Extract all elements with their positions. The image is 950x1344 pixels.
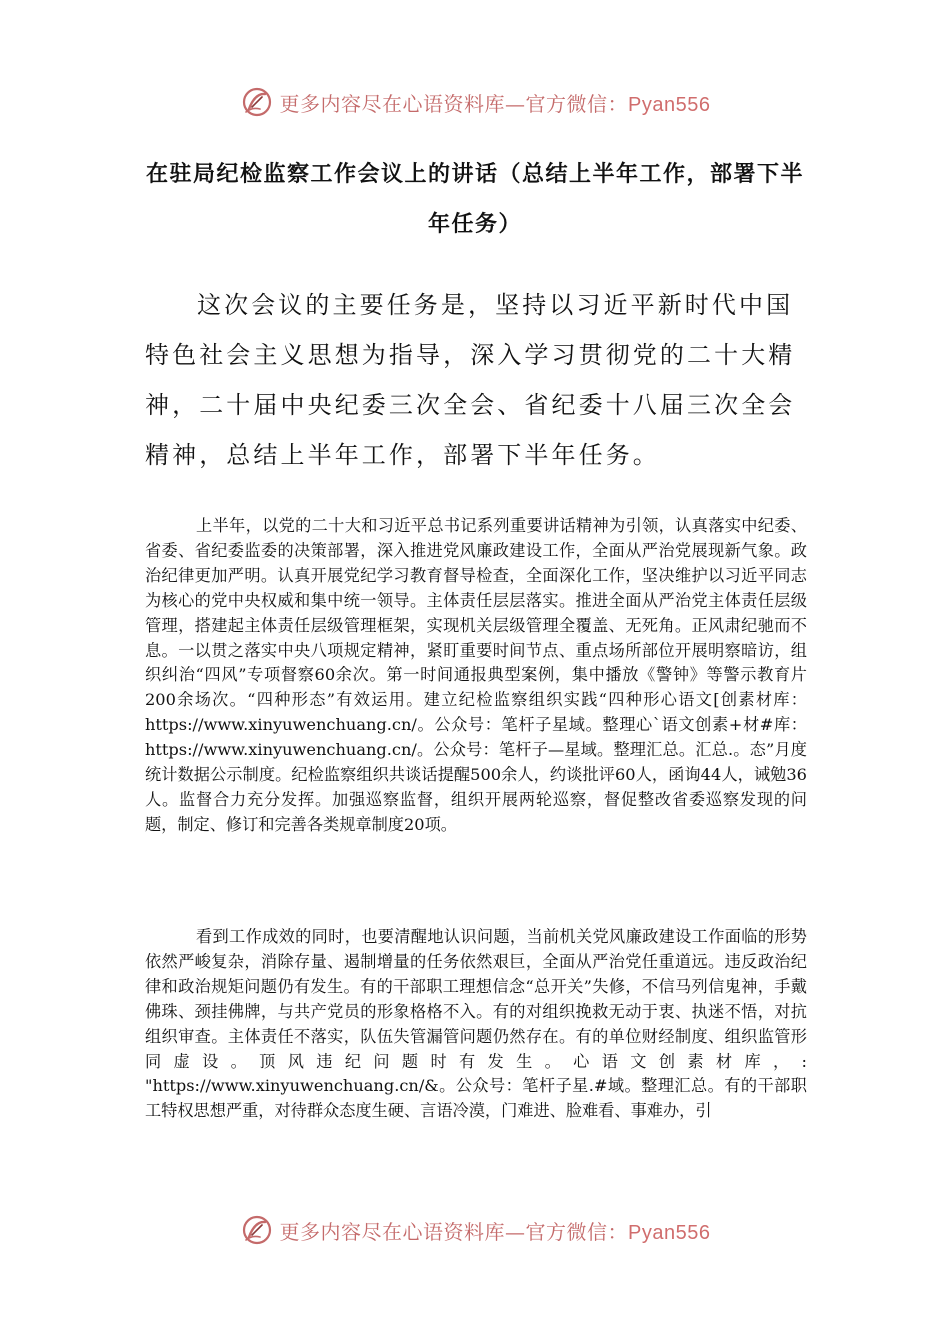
banner-text [280, 1216, 711, 1245]
body-paragraph-2: 看到工作成效的同时，也要清醒地认识问题，当前机关党风廉政建设工作面临的形势依然严峻复杂，消除存量、遏制增量的任务依然艰巨，全面从严治党任重道远。违反政治纪律和政治规矩问题仍有发生。有的干部职工理想信念“总开关”失修，不信马列信鬼神，手戴佛珠、颈挂佛牌，与共产党员的形象格格不入。有的对组织挽救无动于衷、执迷不悟，对抗组织审查。主体责任不落实，队伍失管漏管问题仍然存在。有的单位财经制度、组织监管形同虚设。顶风违纪问题时有发生。心语文创素材库，: "https://www.xinyuwenchuang.cn/&。公众号：笔杆子星.#域。整理汇总。有的干部职工特权思想严重，对待群众态度生硬、言语冷漠，门难进、脸难看、事难办，引 [145, 927, 807, 1121]
banner-separator: — [505, 91, 526, 116]
body-paragraph-1: 上半年，以党的二十大和习近平总书记系列重要讲话精神为引领，认真落实中纪委、省委、省纪委监委的决策部署，深入推进党风廉政建设工作，全面从严治党展现新气象。政治纪律更加严明。认真开展党纪学习教育督导检查，全面深化工作，坚决维护以习近平同志为核心的党中央权威和集中统一领导。主体责任层层落实。推进全面从严治党主体责任层级管理，搭建起主体责任层级管理框架，实现机关层级管理全覆盖、无死角。正风肃纪驰而不息。一以贯之落实中央八项规定精神，紧盯重要时间节点、重点场所部位开展明察暗访，组织纠治“四风”专项督察60余次。第一时间通报典型案例，集中播放《警钟》等警示教育片200余场次。“四种形态”有效运用。建立纪检监察组织实践“四种形心语文[创素材库：https://www.xinyuwenchuang.cn/。公众号：笔杆子星域。整理心`语文创素+材#库：https://www.xinyuwenchuang.cn/。公众号：笔杆子—星域。整理汇总。汇总.。态”月度统计数据公示制度。纪检监察组织共谈话提醒500余人，约谈批评60人，函询44人，诫勉36人。监督合力充分发挥。加强巡察监督，组织开展两轮巡察，督促整改省委巡察发现的问题，制定、修订和完善各类规章制度20项。 [145, 516, 807, 834]
pen-signature-logo-icon [240, 85, 274, 119]
banner-text [280, 88, 711, 117]
lead-paragraph: 这次会议的主要任务是，坚持以习近平新时代中国特色社会主义思想为指导，深入学习贯彻党的二十大精神，二十届中央纪委三次全会、省纪委十八届三次全会精神，总结上半年工作，部署下半年任务。 [145, 291, 796, 469]
pen-signature-logo-icon [240, 1213, 274, 1247]
banner-wechat-id: Pyan556 [628, 93, 711, 116]
banner-slogan: 更多内容尽在心语资料库 [279, 1219, 506, 1244]
banner-separator: — [505, 1219, 526, 1244]
banner-wechat-label: 官方微信： [525, 91, 629, 116]
banner-wechat-label: 官方微信： [525, 1219, 629, 1244]
banner-slogan: 更多内容尽在心语资料库 [279, 91, 506, 116]
footer-banner [0, 1210, 950, 1250]
header-banner [0, 82, 950, 122]
document-title: 在驻局纪检监察工作会议上的讲话（总结上半年工作，部署下半年任务） [145, 162, 804, 237]
banner-wechat-id: Pyan556 [628, 1221, 711, 1244]
